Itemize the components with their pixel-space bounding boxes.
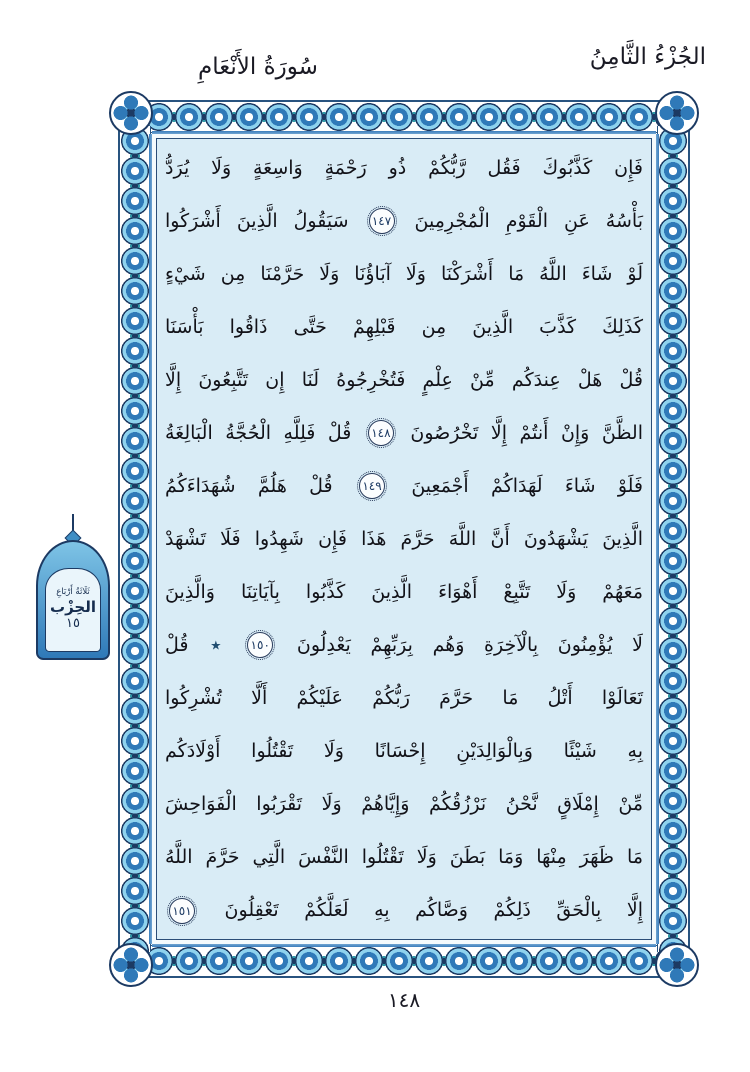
- text-panel: [156, 138, 652, 940]
- corner-rosette-icon: [109, 91, 153, 135]
- ayah-marker-icon: ١٤٨: [368, 420, 394, 446]
- quran-line-text: تَعَالَوْا أَتْلُ مَا حَرَّمَ رَبُّكُمْ عَلَيْكُمْ أَلَّا تُشْرِكُوا: [165, 687, 643, 710]
- quran-line-12: [165, 725, 643, 778]
- quran-line-text: فَلَوْ شَاءَ لَهَدَاكُمْ أَجْمَعِينَ ١٤٩ قُلْ هَلُمَّ شُهَدَاءَكُمُ: [165, 463, 643, 509]
- frame-border-left: [118, 126, 151, 952]
- page-number: ١٤٨: [387, 988, 421, 1012]
- quran-line-text: بَأْسُهُ عَنِ الْقَوْمِ الْمُجْرِمِينَ ١٤٧ سَيَقُولُ الَّذِينَ أَشْرَكُوا: [165, 198, 643, 244]
- quran-line-14: [165, 831, 643, 884]
- hizb-number: ١٥: [66, 616, 80, 632]
- quran-line-9: [165, 566, 643, 619]
- quran-line-13: [165, 778, 643, 831]
- quran-line-text: كَذَلِكَ كَذَّبَ الَّذِينَ مِن قَبْلِهِمْ حَتَّى ذَاقُوا بَأْسَنَا: [165, 315, 643, 338]
- rub-el-hizb-icon: ٭: [210, 633, 222, 658]
- quran-lines: [165, 141, 643, 937]
- surah-title: سُورَةُ الأَنْعَامِ: [198, 54, 318, 80]
- quran-line-text: إِلَّا بِالْحَقِّ ذَلِكُمْ وَصَّاكُم بِهِ لَعَلَّكُمْ تَعْقِلُونَ ١٥١: [165, 887, 643, 933]
- quran-line-10: [165, 619, 643, 672]
- quran-line-text: قُلْ هَلْ عِندَكُم مِّنْ عِلْمٍ فَتُخْرِجُوهُ لَنَا إِن تَتَّبِعُونَ إِلَّا: [165, 368, 643, 391]
- quran-line-6: [165, 406, 643, 459]
- ayah-marker-icon: ١٥٠: [247, 632, 273, 658]
- hizb-marker: [34, 514, 112, 666]
- quran-line-text: لَا يُؤْمِنُونَ بِالْآخِرَةِ وَهُم بِرَبِّهِمْ يَعْدِلُونَ ١٥٠ ٭ قُلْ: [165, 633, 644, 658]
- ayah-marker-icon: ١٤٧: [369, 208, 395, 234]
- quran-line-text: الَّذِينَ يَشْهَدُونَ أَنَّ اللَّهَ حَرَّمَ هَذَا فَإِن شَهِدُوا فَلَا تَشْهَدْ: [165, 527, 643, 550]
- frame-border-right: [657, 126, 690, 952]
- corner-rosette-icon: [655, 91, 699, 135]
- quran-line-1: [165, 141, 643, 194]
- juz-title: الجُزْءُ الثَّامِنُ: [589, 44, 706, 70]
- hizb-fraction-label: ثَلَاثَةُ أَرْبَاعِ: [56, 587, 90, 598]
- quran-line-text: فَإِن كَذَّبُوكَ فَقُل رَّبُّكُمْ ذُو رَحْمَةٍ وَاسِعَةٍ وَلَا يُرَدُّ: [165, 156, 643, 179]
- hizb-marker-dome-icon: [36, 540, 110, 660]
- quran-line-3: [165, 247, 643, 300]
- frame-border-top: [144, 100, 664, 133]
- quran-line-2: [165, 194, 643, 247]
- quran-line-text: مَعَهُمْ وَلَا تَتَّبِعْ أَهْوَاءَ الَّذِينَ كَذَّبُوا بِآيَاتِنَا وَالَّذِينَ: [165, 581, 643, 604]
- quran-line-7: [165, 459, 643, 512]
- quran-line-text: مِّنْ إِمْلَاقٍ نَّحْنُ نَرْزُقُكُمْ وَإِيَّاهُمْ وَلَا تَقْرَبُوا الْفَوَاحِشَ: [165, 793, 643, 816]
- quran-line-text: مَا ظَهَرَ مِنْهَا وَمَا بَطَنَ وَلَا تَقْتُلُوا النَّفْسَ الَّتِي حَرَّمَ اللَّهُ: [165, 846, 643, 869]
- frame-inner-strip-bottom: [152, 939, 656, 947]
- corner-rosette-icon: [655, 943, 699, 987]
- quran-line-4: [165, 300, 643, 353]
- ayah-marker-icon: ١٤٩: [359, 473, 385, 499]
- quran-line-15: [165, 884, 643, 937]
- quran-line-5: [165, 353, 643, 406]
- quran-line-text: لَوْ شَاءَ اللَّهُ مَا أَشْرَكْنَا وَلَا آبَاؤُنَا وَلَا حَرَّمْنَا مِن شَيْءٍ: [165, 262, 643, 285]
- frame-border-bottom: [144, 945, 664, 978]
- ayah-marker-icon: ١٥١: [169, 898, 195, 924]
- ornamental-frame: [118, 100, 690, 978]
- quran-line-11: [165, 672, 643, 725]
- hizb-marker-panel: [45, 568, 101, 652]
- quran-line-text: بِهِ شَيْئًا وَبِالْوَالِدَيْنِ إِحْسَانًا وَلَا تَقْتُلُوا أَوْلَادَكُم: [165, 740, 643, 763]
- corner-rosette-icon: [109, 943, 153, 987]
- hizb-title: الحِزْب: [50, 597, 96, 616]
- quran-line-text: الظَّنَّ وَإِنْ أَنتُمْ إِلَّا تَخْرُصُونَ ١٤٨ قُلْ فَلِلَّهِ الْحُجَّةُ الْبَالِغَةُ: [165, 410, 643, 456]
- quran-line-8: [165, 512, 643, 565]
- frame-inner-strip-right: [651, 134, 659, 944]
